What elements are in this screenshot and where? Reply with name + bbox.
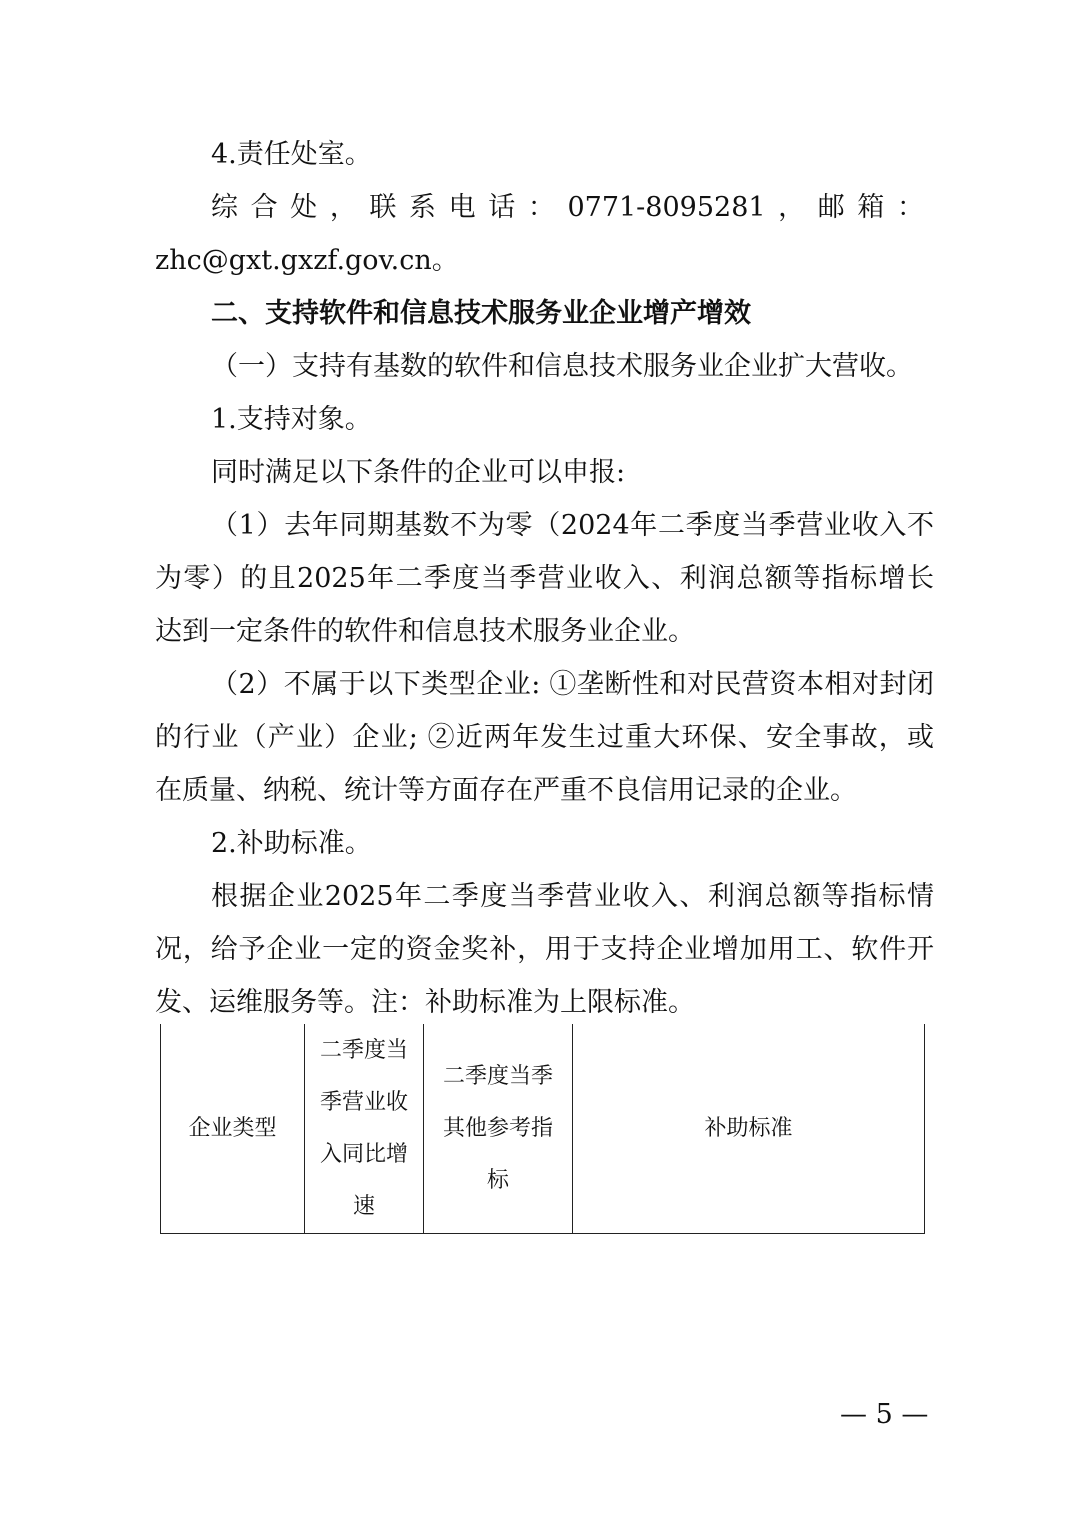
condition-intro: 同时满足以下条件的企业可以申报: xyxy=(211,457,626,488)
contact-email: zhc@gxt.gxzf.gov.cn。 xyxy=(155,245,459,276)
header-revenue-growth: 二季度当季营业收入同比增速 xyxy=(305,1024,424,1234)
condition-2-line-2: 的行业（产业）企业; ②近两年发生过重大环保、安全事故，或 xyxy=(155,722,934,753)
item-subsidy-standard: 2.补助标准。 xyxy=(211,828,372,859)
section-item-responsible-office: 4.责任处室。 xyxy=(211,139,372,170)
table-header-row xyxy=(161,1024,925,1234)
section-heading-2: 二、支持软件和信息技术服务业企业增产增效 xyxy=(211,298,751,329)
header-subsidy-standard: 补助标准 xyxy=(573,1024,925,1234)
contact-line: 综合处，联系电话：0771-8095281，邮箱： xyxy=(211,192,924,223)
page-number: — 5 — xyxy=(840,1399,929,1430)
condition-1-line-2: 为零）的且2025年二季度当季营业收入、利润总额等指标增长 xyxy=(155,563,934,594)
subsidy-table xyxy=(160,1024,925,1234)
subsidy-desc-line-1: 根据企业2025年二季度当季营业收入、利润总额等指标情 xyxy=(211,881,934,912)
item-support-target: 1.支持对象。 xyxy=(211,404,372,435)
subsidy-desc-line-3: 发、运维服务等。注：补助标准为上限标准。 xyxy=(155,987,695,1018)
condition-2-line-3: 在质量、纳税、统计等方面存在严重不良信用记录的企业。 xyxy=(155,775,857,806)
condition-1-line-3: 达到一定条件的软件和信息技术服务业企业。 xyxy=(155,616,695,647)
header-enterprise-type: 企业类型 xyxy=(161,1024,305,1234)
header-other-indicators: 二季度当季其他参考指标 xyxy=(424,1024,573,1234)
subsidy-desc-line-2: 况，给予企业一定的资金奖补，用于支持企业增加用工、软件开 xyxy=(155,934,934,965)
subsection-heading-1: （一）支持有基数的软件和信息技术服务业企业扩大营收。 xyxy=(211,351,913,382)
condition-2-line-1: （2）不属于以下类型企业: ①垄断性和对民营资本相对封闭 xyxy=(211,669,934,700)
condition-1-line-1: （1）去年同期基数不为零（2024年二季度当季营业收入不 xyxy=(211,510,934,541)
